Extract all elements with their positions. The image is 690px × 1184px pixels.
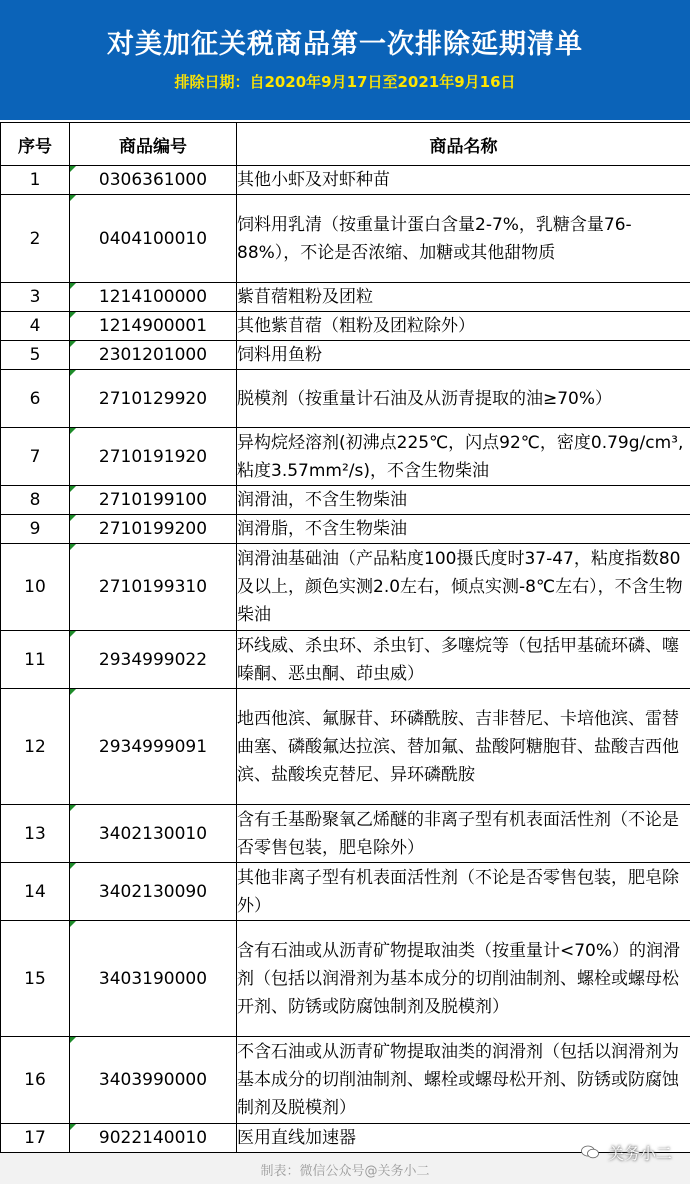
wechat-icon xyxy=(581,1144,604,1163)
seq-cell: 5 xyxy=(1,341,70,370)
page-title: 对美加征关税商品第一次排除延期清单 xyxy=(107,29,583,60)
name-cell: 紫苜蓿粗粉及团粒 xyxy=(237,283,690,312)
name-cell: 异构烷烃溶剂(初沸点225℃，闪点92℃，密度0.79g/cm³,粘度3.57mm²/s)，不含生物柴油 xyxy=(237,428,690,486)
name-cell: 含有石油或从沥青矿物提取油类（按重量计<70%）的润滑剂（包括以润滑剂为基本成分的切削油制剂、螺栓或螺母松开剂、防锈或防腐蚀制剂及脱模剂） xyxy=(237,921,690,1037)
seq-cell: 13 xyxy=(1,805,70,863)
seq-cell: 4 xyxy=(1,312,70,341)
code-cell: 3402130090 xyxy=(70,863,237,921)
table-row xyxy=(1,195,690,283)
name-cell: 含有壬基酚聚氧乙烯醚的非离子型有机表面活性剂（不论是否零售包装，肥皂除外） xyxy=(237,805,690,863)
code-cell: 1214900001 xyxy=(70,312,237,341)
table-row xyxy=(1,166,690,195)
exclusion-date-subtitle: 排除日期：自2020年9月17日至2021年9月16日 xyxy=(174,73,516,91)
table-row xyxy=(1,631,690,689)
table-row xyxy=(1,863,690,921)
table-row xyxy=(1,1037,690,1124)
seq-cell: 1 xyxy=(1,166,70,195)
name-cell: 其他非离子型有机表面活性剂（不论是否零售包装，肥皂除外） xyxy=(237,863,690,921)
seq-cell: 2 xyxy=(1,195,70,283)
name-cell: 地西他滨、氟脲苷、环磷酰胺、吉非替尼、卡培他滨、雷替曲塞、磷酸氟达拉滨、替加氟、盐酸阿糖胞苷、盐酸吉西他滨、盐酸埃克替尼、异环磷酰胺 xyxy=(237,689,690,805)
code-cell: 2710191920 xyxy=(70,428,237,486)
seq-cell: 8 xyxy=(1,486,70,515)
table-row xyxy=(1,544,690,631)
name-cell: 其他紫苜蓿（粗粉及团粒除外） xyxy=(237,312,690,341)
column-header-name: 商品名称 xyxy=(237,123,690,166)
name-cell: 润滑油基础油（产品粘度100摄氏度时37-47，粘度指数80及以上，颜色实测2.0左右，倾点实测-8℃左右），不含生物柴油 xyxy=(237,544,690,631)
code-cell: 2710199310 xyxy=(70,544,237,631)
name-cell: 脱模剂（按重量计石油及从沥青提取的油≥70%） xyxy=(237,370,690,428)
code-cell: 2710199200 xyxy=(70,515,237,544)
name-cell: 其他小虾及对虾种苗 xyxy=(237,166,690,195)
watermark xyxy=(581,1141,672,1164)
table-row xyxy=(1,312,690,341)
code-cell: 2710199100 xyxy=(70,486,237,515)
name-cell: 环线威、杀虫环、杀虫钉、多噻烷等（包括甲基硫环磷、噻嗪酮、恶虫酮、茚虫威） xyxy=(237,631,690,689)
table-row xyxy=(1,370,690,428)
watermark-text: 关务小二 xyxy=(607,1144,672,1163)
table-row xyxy=(1,921,690,1037)
seq-cell: 15 xyxy=(1,921,70,1037)
name-cell: 润滑油，不含生物柴油 xyxy=(237,486,690,515)
seq-cell: 17 xyxy=(1,1124,70,1153)
table-row xyxy=(1,341,690,370)
table-row xyxy=(1,486,690,515)
seq-cell: 16 xyxy=(1,1037,70,1124)
table-row xyxy=(1,805,690,863)
table-row xyxy=(1,689,690,805)
code-cell: 3403190000 xyxy=(70,921,237,1037)
code-cell: 3403990000 xyxy=(70,1037,237,1124)
title-banner xyxy=(0,0,690,120)
code-cell: 2301201000 xyxy=(70,341,237,370)
name-cell: 饲料用鱼粉 xyxy=(237,341,690,370)
seq-cell: 10 xyxy=(1,544,70,631)
seq-cell: 11 xyxy=(1,631,70,689)
commodity-table xyxy=(0,122,690,1153)
column-header-code: 商品编号 xyxy=(70,123,237,166)
seq-cell: 12 xyxy=(1,689,70,805)
code-cell: 2934999091 xyxy=(70,689,237,805)
table-header-row xyxy=(1,123,690,166)
name-cell: 医用直线加速器 xyxy=(237,1124,690,1153)
name-cell: 饲料用乳清（按重量计蛋白含量2-7%，乳糖含量76-88%），不论是否浓缩、加糖或其他甜物质 xyxy=(237,195,690,283)
seq-cell: 3 xyxy=(1,283,70,312)
footer-credit: 制表：微信公众号@关务小二 xyxy=(260,1164,430,1179)
code-cell: 2934999022 xyxy=(70,631,237,689)
code-cell: 1214100000 xyxy=(70,283,237,312)
table-row xyxy=(1,283,690,312)
table-row xyxy=(1,428,690,486)
seq-cell: 7 xyxy=(1,428,70,486)
code-cell: 2710129920 xyxy=(70,370,237,428)
name-cell: 不含石油或从沥青矿物提取油类的润滑剂（包括以润滑剂为基本成分的切削油制剂、螺栓或螺母松开剂、防锈或防腐蚀制剂及脱模剂） xyxy=(237,1037,690,1124)
code-cell: 0306361000 xyxy=(70,166,237,195)
seq-cell: 9 xyxy=(1,515,70,544)
code-cell: 3402130010 xyxy=(70,805,237,863)
name-cell: 润滑脂，不含生物柴油 xyxy=(237,515,690,544)
seq-cell: 6 xyxy=(1,370,70,428)
code-cell: 9022140010 xyxy=(70,1124,237,1153)
code-cell: 0404100010 xyxy=(70,195,237,283)
seq-cell: 14 xyxy=(1,863,70,921)
table-row xyxy=(1,515,690,544)
column-header-seq: 序号 xyxy=(1,123,70,166)
